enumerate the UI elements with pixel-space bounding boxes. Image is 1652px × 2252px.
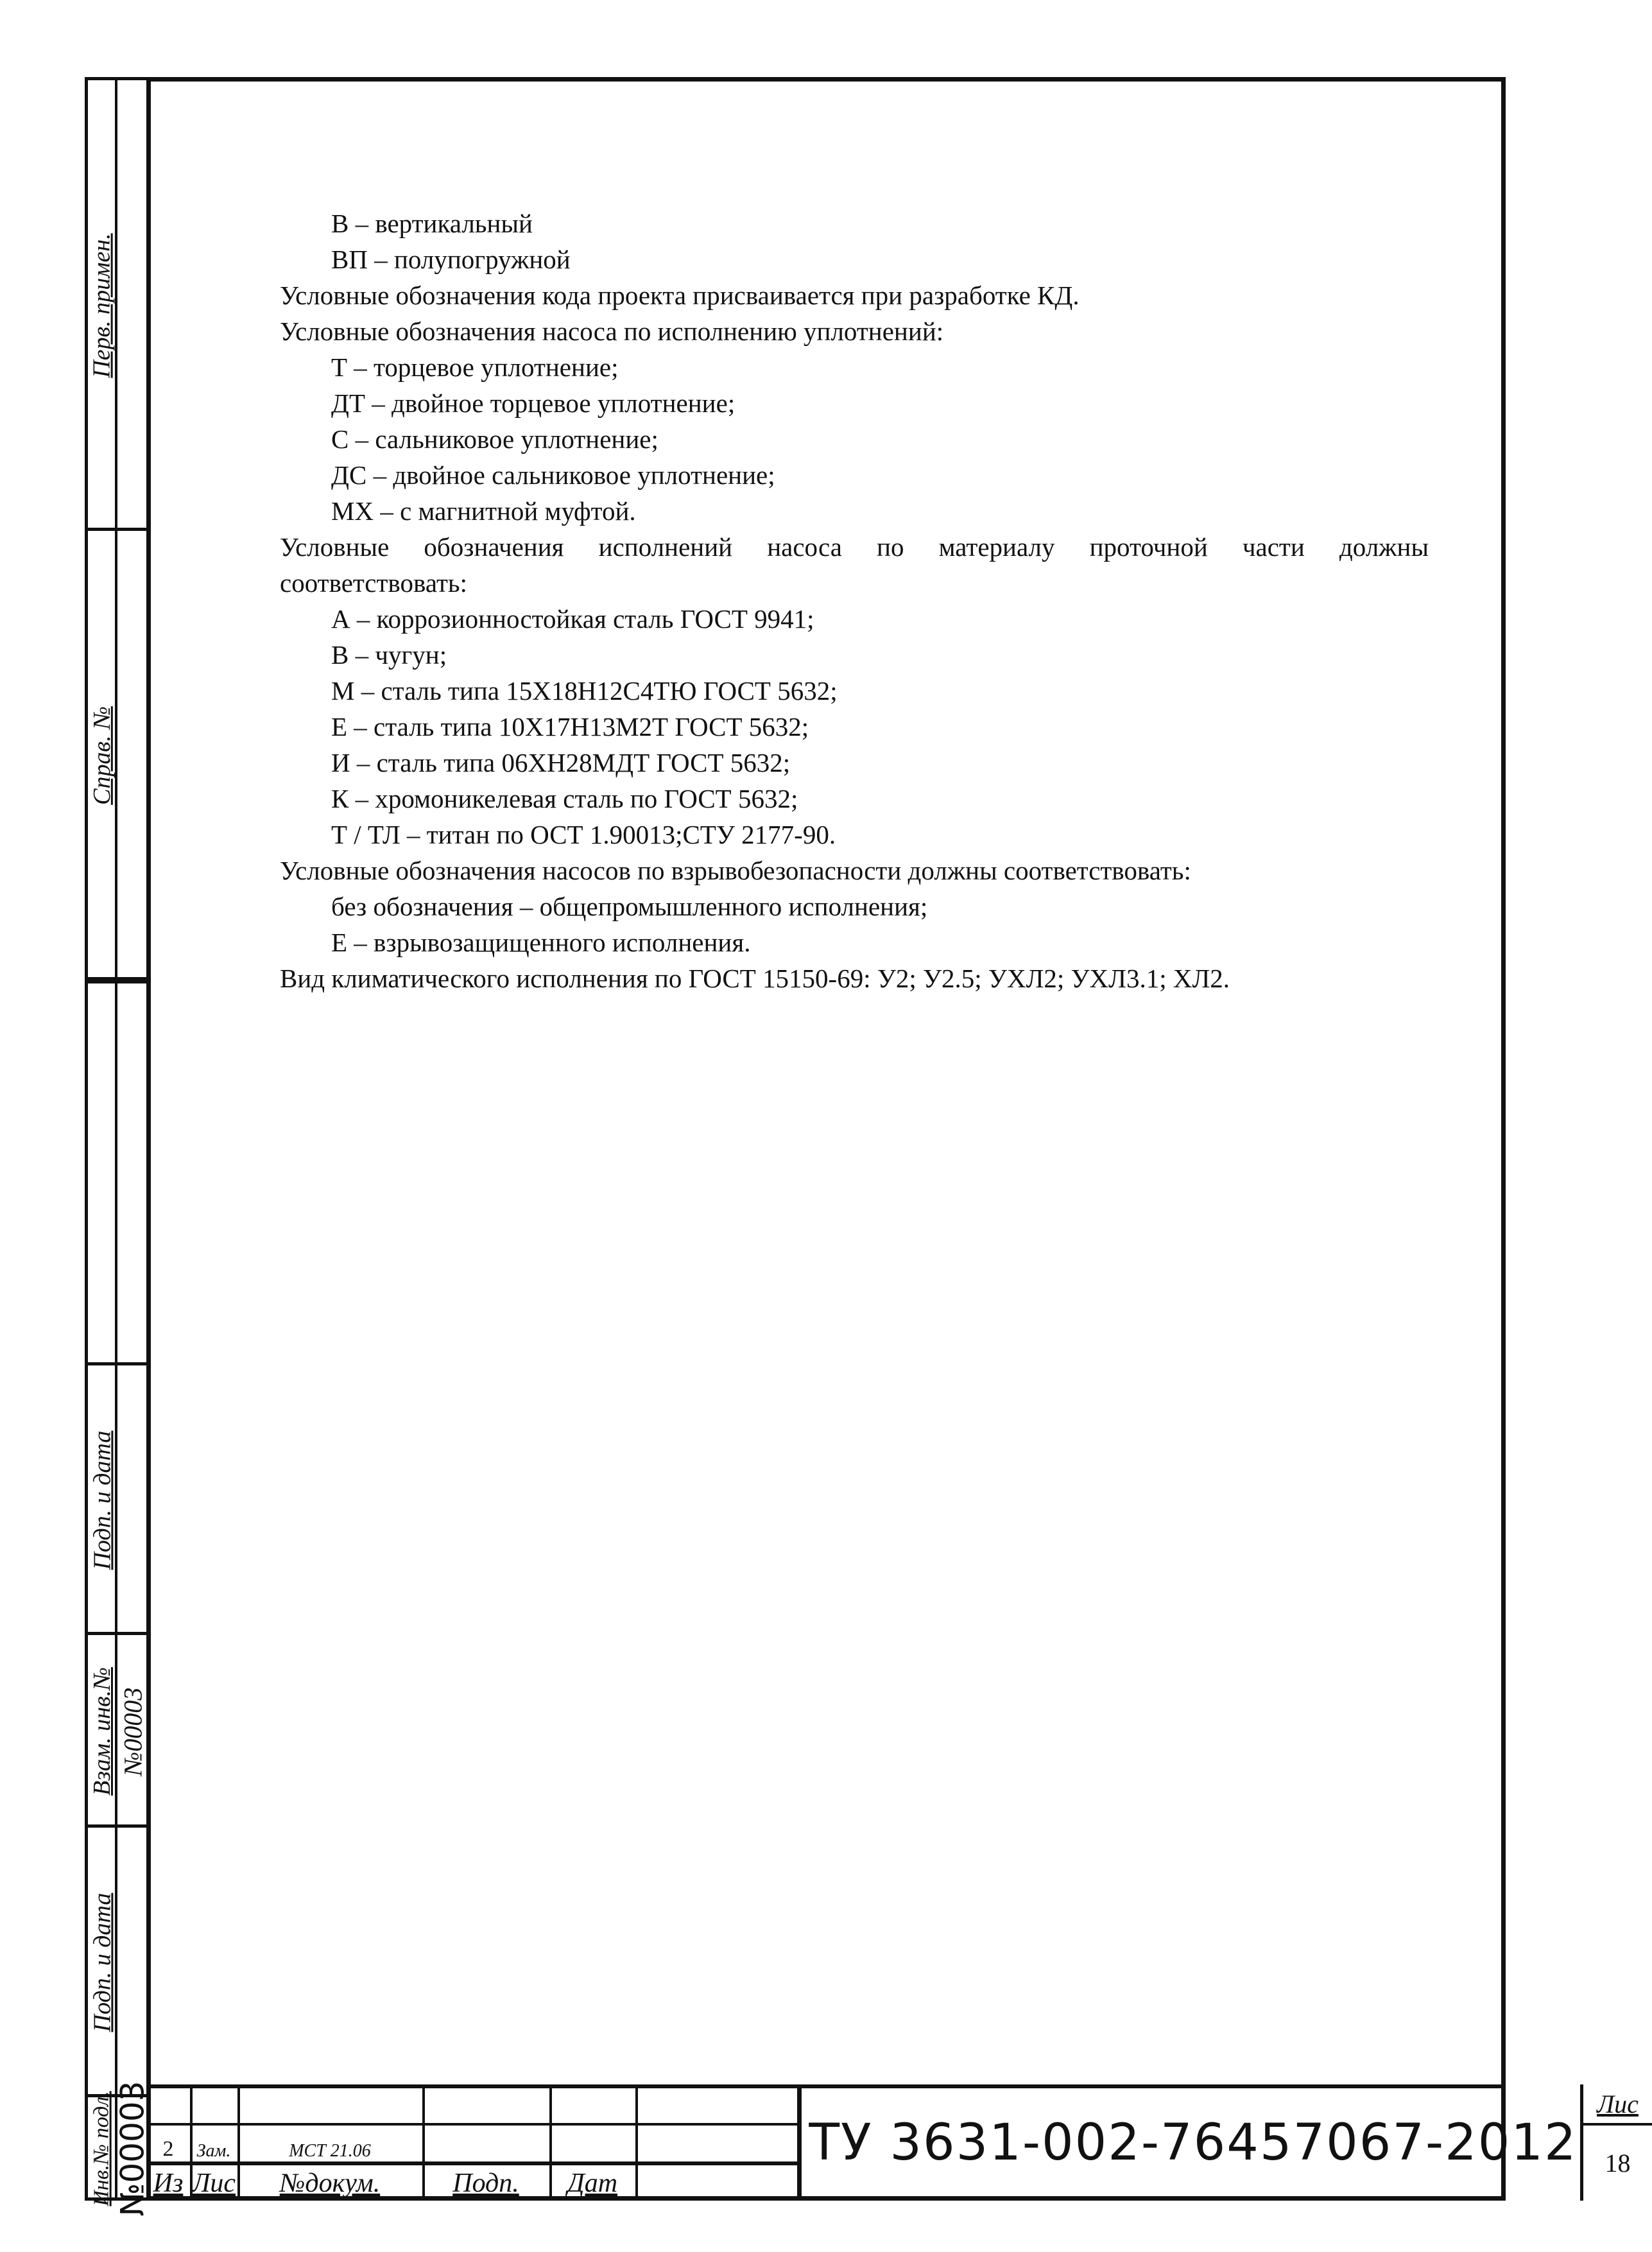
- body-line: Условные обозначения кода проекта присваивается при разработке КД.: [280, 281, 1080, 310]
- title-block: [146, 2084, 1639, 2201]
- body-line: соответствовать:: [280, 568, 467, 598]
- sheet-box: [1580, 2084, 1652, 2201]
- body-line: МХ – с магнитной муфтой.: [331, 496, 636, 526]
- sprav-no-label: Справ. №: [89, 706, 116, 805]
- inv-podl-cell: [88, 2081, 151, 2217]
- vzam-inv-value: №00003: [118, 1687, 148, 1776]
- body-line: И – сталь типа 06ХН28МДТ ГОСТ 5632;: [331, 748, 791, 777]
- body-line: Условные обозначения насоса по исполнению уплотнений:: [280, 316, 944, 346]
- sheet-label: Лис: [1597, 2089, 1639, 2118]
- body-line: ДС – двойное сальниковое уплотнение;: [331, 460, 775, 490]
- izm-value: 2: [162, 2137, 174, 2161]
- body-line: Условные обозначения насосов по взрывобезопасности должны соответствовать:: [280, 856, 1191, 885]
- body-line: Е – взрывозащищенного исполнения.: [331, 928, 751, 957]
- list-header: Лис: [191, 2169, 236, 2198]
- document-body: [280, 205, 1429, 996]
- doc-value: МСТ 21.06: [289, 2141, 371, 2161]
- podp-data-1-cell: [88, 1365, 150, 1635]
- body-line: ВП – полупогружной: [331, 245, 571, 274]
- spacer-cell: [88, 980, 150, 1365]
- vzam-inv-label: Взам. инв.№: [89, 1667, 116, 1796]
- data-header: Дат: [567, 2169, 618, 2198]
- inv-podl-value: №00003: [114, 2081, 151, 2217]
- vzam-inv-cell: [88, 1635, 150, 1828]
- doc-header: №докум.: [279, 2169, 381, 2198]
- title-block-row-line: [146, 2123, 797, 2126]
- body-line: К – хромоникелевая сталь по ГОСТ 5632;: [331, 784, 798, 813]
- podp-data-2-label: Подп. и дата: [89, 1893, 116, 2032]
- body-line: Е – сталь типа 10Х17Н13М2Т ГОСТ 5632;: [331, 712, 809, 741]
- body-line: М – сталь типа 15Х18Н12С4ТЮ ГОСТ 5632;: [331, 676, 838, 706]
- left-margin-stamp: [85, 77, 151, 2217]
- sheet-number: 18: [1605, 2149, 1631, 2178]
- perv-primen-cell: [88, 80, 150, 531]
- body-line: Т – торцевое уплотнение;: [331, 352, 619, 382]
- sprav-no-cell: [88, 531, 150, 980]
- body-line: А – коррозионностойкая сталь ГОСТ 9941;: [331, 604, 814, 634]
- data-value: [549, 2129, 635, 2161]
- body-line: Т / ТЛ – титан по ОСТ 1.90013;СТУ 2177-90.: [331, 820, 836, 849]
- list-value: Зам.: [196, 2141, 231, 2161]
- inv-podl-label: Инв.№ подл.: [90, 2091, 114, 2206]
- body-line: В – вертикальный: [331, 209, 533, 238]
- podp-value: [422, 2129, 549, 2161]
- col-divider: [635, 2084, 638, 2201]
- body-line: С – сальниковое уплотнение;: [331, 424, 658, 454]
- body-line: без обозначения – общепромышленного исполнения;: [331, 892, 928, 921]
- document-designation: ТУ 3631-002-76457067-2012: [797, 2084, 1585, 2201]
- perv-primen-label: Перв. примен.: [89, 233, 116, 378]
- body-line: ДТ – двойное торцевое уплотнение;: [331, 388, 736, 418]
- podp-header: Подп.: [452, 2169, 519, 2198]
- podp-data-1-label: Подп. и дата: [89, 1430, 116, 1570]
- body-line: Условные обозначения исполнений насоса по материалу проточной части должны: [280, 532, 1429, 562]
- body-line: В – чугун;: [331, 640, 447, 670]
- izm-header: Из: [153, 2169, 184, 2198]
- body-line: Вид климатического исполнения по ГОСТ 15150-69: У2; У2.5; УХЛ2; УХЛ3.1; ХЛ2.: [280, 964, 1230, 993]
